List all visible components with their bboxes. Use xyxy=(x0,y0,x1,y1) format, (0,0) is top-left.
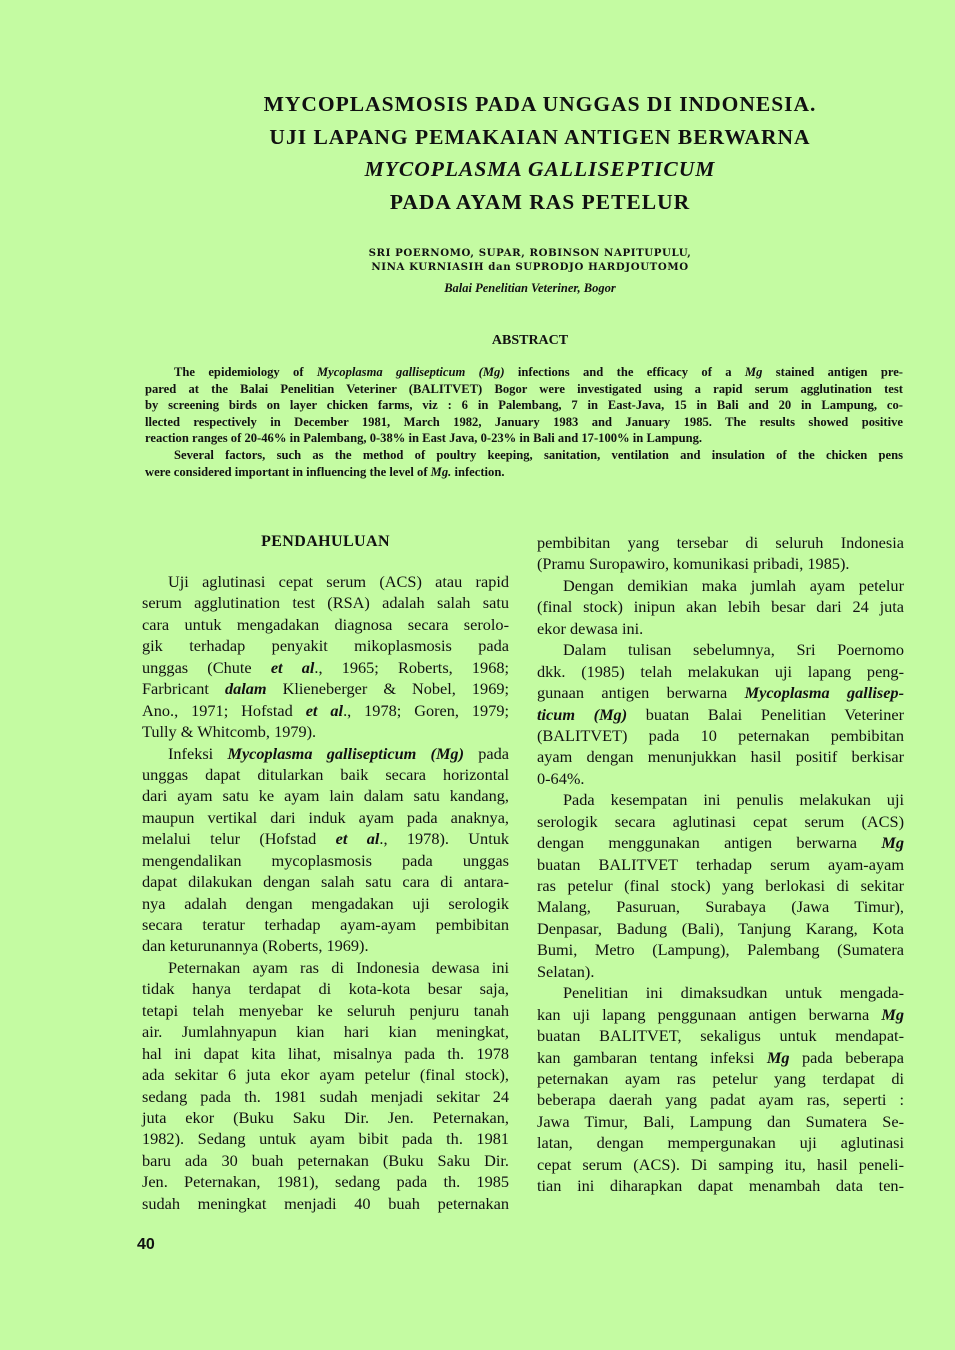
paragraph-line: Uji aglutinasi cepat serum (ACS) atau rapid xyxy=(168,572,509,591)
paragraph-line: dari ayam satu ke ayam lain dalam satu kandang, xyxy=(142,786,509,806)
abstract-line: Several factors, such as the method of poultry keeping, sanitation, ventilation and insulation of the chicken pens xyxy=(174,447,903,462)
paragraph-line: Dengan demikian maka jumlah ayam petelur xyxy=(563,575,904,595)
paragraph-line: Jawa Timur, Bali, Lampung dan Sumatera Se- xyxy=(537,1111,904,1131)
paragraph-line: Denpasar, Badung (Bali), Tanjung Karang, Kota xyxy=(537,918,904,938)
title-line-4: PADA AYAM RAS PETELUR xyxy=(389,189,691,214)
paragraph-line: Peternakan ayam ras di Indonesia dewasa ini xyxy=(168,957,509,977)
paragraph-line: serologik secara aglutinasi cepat serum (ACS) xyxy=(537,811,904,831)
affiliation: Balai Penelitian Veteriner, Bogor xyxy=(444,281,616,295)
page-number: 40 xyxy=(137,1236,155,1253)
paragraph-line: sedang pada th. 1981 sudah menjadi sekitar 24 xyxy=(142,1086,509,1106)
paragraph-line: dkk. (1985) telah melakukan uji lapang peng- xyxy=(537,661,904,681)
abstract-body xyxy=(145,364,903,480)
paragraph-line: (final stock) inipun akan lebih besar dari 24 juta xyxy=(537,597,904,617)
paragraph-line: air. Jumlahnyapun kian hari kian meningkat, xyxy=(142,1022,509,1042)
paragraph-line: dan keturunannya (Roberts, 1969). xyxy=(142,936,369,956)
paragraph-line: Malang, Pasuruan, Surabaya (Jawa Timur), xyxy=(537,897,904,917)
left-column-text xyxy=(142,571,509,1214)
section-heading: PENDAHULUAN xyxy=(261,533,390,550)
title-line-3: MYCOPLASMA GALLISEPTICUM xyxy=(364,157,716,181)
abstract-line: reaction ranges of 20-46% in Palembang, 0-38% in East Java, 0-23% in Bali and 17-100% in Lampung. xyxy=(145,431,703,446)
paragraph-line: serum agglutination test (RSA) adalah salah satu xyxy=(142,593,509,613)
paragraph-line: ada sekitar 6 juta ekor ayam petelur (final stock), xyxy=(142,1065,509,1085)
paragraph-line: cepat serum (ACS). Di samping itu, hasil peneli- xyxy=(537,1154,904,1174)
paragraph-line: Pada kesempatan ini penulis melakukan uji xyxy=(563,790,904,810)
abstract-line: by screening birds on layer chicken farms, viz : 6 in Palembang, 7 in East-Java, 15 in Bali and 20 in Lampung, co- xyxy=(145,398,903,413)
paragraph-line: 0-64%. xyxy=(537,768,585,788)
paragraph-line: Penelitian ini dimaksudkan untuk mengada- xyxy=(563,983,904,1003)
paragraph-line: Farbricant dalam Klieneberger & Nobel, 1969; xyxy=(142,679,510,699)
paragraph-line: gunaan antigen berwarna Mycoplasma gallisep- xyxy=(537,683,904,703)
paragraph-line: gik terhadap penyakit mikoplasmosis pada xyxy=(142,636,509,656)
paragraph-line: Dalam tulisan sebelumnya, Sri Poernomo xyxy=(563,640,904,660)
author-list xyxy=(300,246,760,274)
paragraph-line: ras petelur (final stock) yang berlokasi di sekitar xyxy=(537,876,904,895)
paragraph-line: kan uji lapang penggunaan antigen berwarna Mg xyxy=(537,1004,904,1024)
paragraph-line: melalui telur (Hofstad et al., 1978). Untuk xyxy=(142,829,510,849)
paragraph-line: unggas (Chute et al., 1965; Roberts, 1968; xyxy=(142,657,510,677)
paragraph-line: ekor dewasa ini. xyxy=(537,618,644,638)
paragraph-line: baru ada 30 buah peternakan (Buku Saku Dir. xyxy=(142,1150,509,1170)
title-line-1: MYCOPLASMOSIS PADA UNGGAS DI INDONESIA. xyxy=(263,92,817,116)
abstract-heading: ABSTRACT xyxy=(491,333,569,348)
paragraph-line: sudah meningkat menjadi 40 buah peternakan xyxy=(142,1193,509,1213)
title-line-2: UJI LAPANG PEMAKAIAN ANTIGEN BERWARNA xyxy=(269,124,811,149)
paragraph-line: tian ini diharapkan dapat menambah data ten- xyxy=(537,1176,904,1196)
paragraph-line: (Pramu Suropawiro, komunikasi pribadi, 1985). xyxy=(537,554,850,574)
paragraph-line: buatan BALITVET terhadap serum ayam-ayam xyxy=(537,854,904,874)
paragraph-line: tetapi telah menyebar ke seluruh penjuru tanah xyxy=(142,1000,509,1020)
paragraph-line: cara untuk mengadakan diagnosa secara serolo- xyxy=(142,614,509,634)
right-column-text xyxy=(537,532,904,1197)
paragraph-line: tidak hanya terdapat di kota-kota besar saja, xyxy=(142,979,509,999)
paragraph-line: Infeksi Mycoplasma gallisepticum (Mg) pada xyxy=(168,743,509,763)
paragraph-line: juta ekor (Buku Saku Dir. Jen. Peternakan, xyxy=(142,1107,509,1127)
paragraph-line: ticum (Mg) buatan Balai Penelitian Veteriner xyxy=(537,704,904,724)
paragraph-line: Ano., 1971; Hofstad et al., 1978; Goren, 1979; xyxy=(142,700,510,720)
abstract-line: pared at the Balai Penelitian Veteriner (BALITVET) Bogor were investigated using a rapid serum agglutination test xyxy=(145,381,903,396)
paragraph-line: latan, dengan mempergunakan uji aglutinasi xyxy=(537,1133,904,1153)
paragraph-line: hal ini dapat kita lihat, misalnya pada th. 1978 xyxy=(142,1043,509,1063)
authors-line-1: SRI POERNOMO, SUPAR, ROBINSON NAPITUPULU, xyxy=(368,247,692,259)
paragraph-line: unggas dapat ditularkan baik secara horizontal xyxy=(142,764,509,784)
paragraph-line: (BALITVET) pada 10 peternakan pembibitan xyxy=(537,725,904,745)
paragraph-line: ayam dengan menunjukkan hasil positif berkisar xyxy=(537,747,904,767)
paragraph-line: beberapa daerah yang padat ayam ras, seperti : xyxy=(537,1090,904,1110)
paragraph-line: kan gambaran tentang infeksi Mg pada beberapa xyxy=(537,1047,904,1067)
paragraph-line: pembibitan yang tersebar di seluruh Indonesia xyxy=(537,533,904,552)
paragraph-line: Selatan). xyxy=(537,961,595,981)
paragraph-line: dengan menggunakan antigen berwarna Mg xyxy=(537,833,904,853)
paragraph-line: buatan BALITVET, sekaligus untuk mendapat- xyxy=(537,1026,904,1046)
paragraph-line: secara teratur terhadap ayam-ayam pembibitan xyxy=(142,915,509,934)
paragraph-line: Jen. Peternakan, 1981), sedang pada th. 1985 xyxy=(142,1172,509,1192)
authors-line-2: NINA KURNIASIH dan SUPRODJO HARDJOUTOMO xyxy=(371,261,689,273)
paper-title xyxy=(230,88,850,218)
paragraph-line: dapat dilakukan dengan salah satu cara di antara- xyxy=(142,872,509,892)
abstract-line: were considered important in influencing the level of Mg. infection. xyxy=(145,464,505,479)
paragraph-line: Bumi, Metro (Lampung), Palembang (Sumatera xyxy=(537,940,904,960)
paragraph-line: maupun vertikal dari induk ayam pada anaknya, xyxy=(142,807,509,827)
paragraph-line: Tully & Whitcomb, 1979). xyxy=(142,722,317,742)
paragraph-line: 1982). Sedang untuk ayam bibit pada th. 1981 xyxy=(142,1129,509,1149)
abstract-line: llected respectively in December 1981, March 1982, January 1983 and January 1985. The results showed positive xyxy=(145,414,903,429)
paragraph-line: mengendalikan mycoplasmosis pada unggas xyxy=(142,850,509,870)
abstract-line: The epidemiology of Mycoplasma gallisepticum (Mg) infections and the efficacy of a Mg stained antigen pre- xyxy=(174,365,903,379)
paragraph-line: peternakan ayam ras petelur yang terdapat di xyxy=(537,1068,904,1088)
paragraph-line: nya adalah dengan mengadakan uji serologik xyxy=(142,893,509,913)
